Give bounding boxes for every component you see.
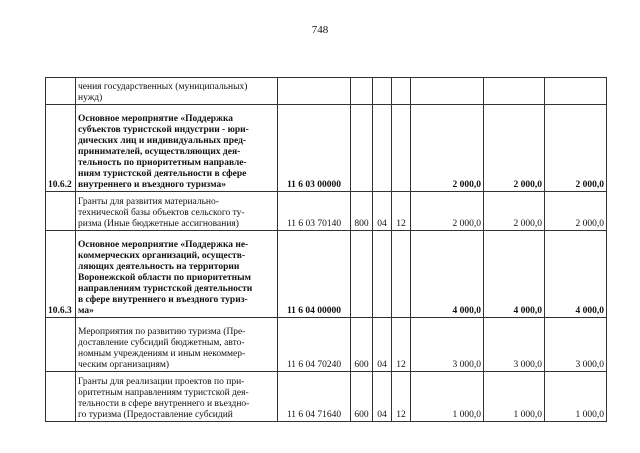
description-line: номным учреждениям и иным некоммер- [78,349,246,359]
description-line: технической базы объектов сельского ту- [78,208,245,218]
expense-type-code [351,231,373,318]
row-description [76,105,278,192]
amount-year-3: 1 000,0 [545,372,607,422]
target-code: 11 6 04 00000 [278,231,351,318]
section-code [373,105,392,192]
amount-year-1: 2 000,0 [411,105,484,192]
section-code: 04 [373,372,392,422]
expense-type-code: 800 [351,192,373,231]
budget-table-body [46,78,607,422]
subsection-code: 12 [392,372,411,422]
row-description [76,372,278,422]
amount-year-3: 2 000,0 [545,105,607,192]
amount-year-3: 4 000,0 [545,231,607,318]
expense-type-code: 600 [351,372,373,422]
subsection-code [392,105,411,192]
amount-year-1: 4 000,0 [411,231,484,318]
description-line: субъектов туристской индустрии - юри- [78,125,249,135]
description-line: Основное мероприятие «Поддержка не- [78,240,249,250]
description-line: тельности в сфере внутреннего и въездно- [78,399,250,409]
description-line: Основное мероприятие «Поддержка [78,114,234,124]
description-line: нужд) [78,93,103,103]
row-number [46,372,76,422]
table-row [46,105,607,192]
table-row [46,372,607,422]
table-row [46,318,607,372]
subsection-code [392,78,411,105]
section-code: 04 [373,192,392,231]
section-code: 04 [373,318,392,372]
description-line: Гранты для развития материально- [78,197,219,207]
description-line: ма» [78,306,94,316]
section-code [373,231,392,318]
description-line: ризма (Иные бюджетные ассигнования) [78,219,239,229]
description-line: тельность по приоритетным направле- [78,158,247,168]
row-number: 10.6.2 [46,105,76,192]
amount-year-1: 1 000,0 [411,372,484,422]
amount-year-2: 4 000,0 [484,231,545,318]
description-line: направлениям туристской деятельности [78,284,253,294]
description-line: принимателей, осуществляющих дея- [78,147,241,157]
description-line: ниям туристской деятельности в сфере [78,169,247,179]
expense-type-code: 600 [351,318,373,372]
description-line: ляющих деятельность на территории [78,262,240,272]
expense-type-code [351,78,373,105]
row-description [76,78,278,105]
row-number [46,192,76,231]
row-number [46,78,76,105]
description-line: дических лиц и индивидуальных пред- [78,136,247,146]
row-number: 10.6.3 [46,231,76,318]
amount-year-3 [545,78,607,105]
description-line: Мероприятия по развитию туризма (Пре- [78,327,246,337]
description-line: ческим организациям) [78,360,169,370]
subsection-code: 12 [392,318,411,372]
amount-year-2: 1 000,0 [484,372,545,422]
table-row [46,231,607,318]
amount-year-2: 3 000,0 [484,318,545,372]
target-code: 11 6 03 70140 [278,192,351,231]
amount-year-1: 3 000,0 [411,318,484,372]
target-code: 11 6 03 00000 [278,105,351,192]
amount-year-1 [411,78,484,105]
budget-table [45,77,607,422]
description-line: внутреннего и въездного туризма» [78,180,227,190]
subsection-code: 12 [392,192,411,231]
expense-type-code [351,105,373,192]
description-line: в сфере внутреннего и въездного туриз- [78,295,248,305]
amount-year-2: 2 000,0 [484,192,545,231]
description-line: го туризма (Предоставление субсидий [78,410,233,420]
section-code [373,78,392,105]
description-line: коммерческих организаций, осуществ- [78,251,246,261]
amount-year-3: 2 000,0 [545,192,607,231]
description-line: доставление субсидий бюджетным, авто- [78,338,245,348]
table-row [46,78,607,105]
page-number: 748 [311,24,329,36]
amount-year-1: 2 000,0 [411,192,484,231]
target-code: 11 6 04 70240 [278,318,351,372]
description-line: Воронежской области по приоритетным [78,273,252,283]
target-code [278,78,351,105]
row-description [76,192,278,231]
row-number [46,318,76,372]
description-line: чения государственных (муниципальных) [78,82,248,92]
description-line: оритетным направлениям туристской дея- [78,388,249,398]
subsection-code [392,231,411,318]
row-description [76,318,278,372]
amount-year-3: 3 000,0 [545,318,607,372]
amount-year-2: 2 000,0 [484,105,545,192]
table-row [46,192,607,231]
target-code: 11 6 04 71640 [278,372,351,422]
description-line: Гранты для реализации проектов по при- [78,377,245,387]
row-description [76,231,278,318]
amount-year-2 [484,78,545,105]
